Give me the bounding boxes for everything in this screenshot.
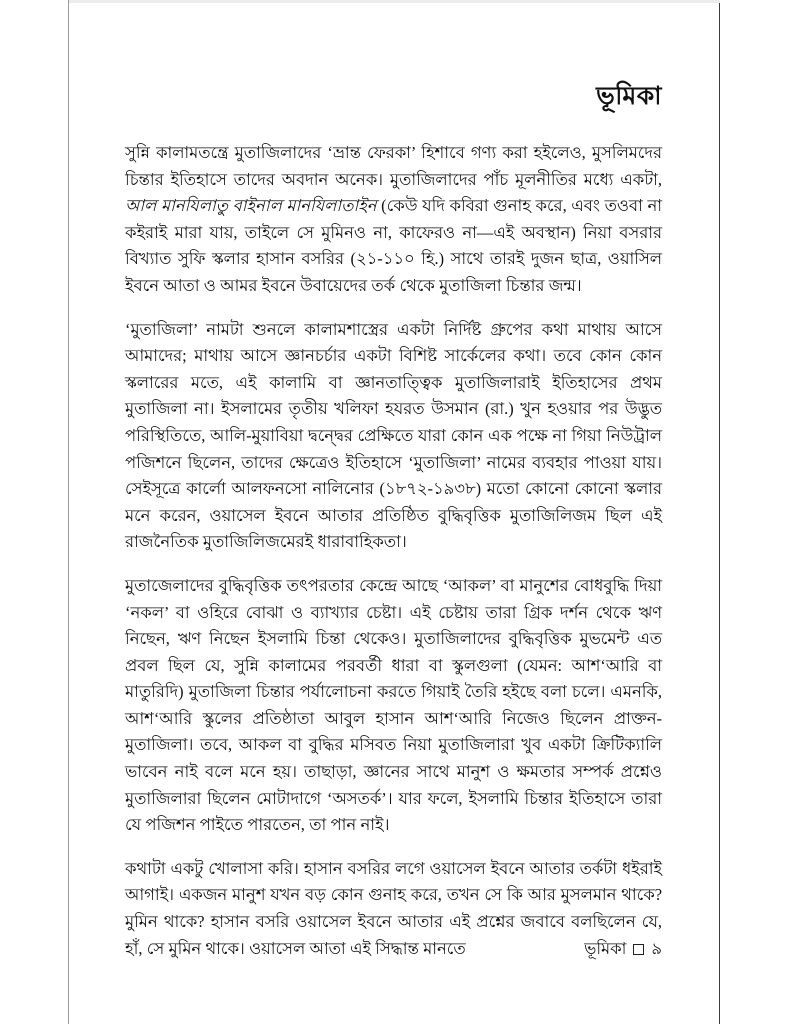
page-footer bbox=[584, 936, 662, 963]
footer-chapter-label: ভূমিকা bbox=[584, 939, 627, 958]
page-content bbox=[125, 0, 662, 1024]
paragraph-1 bbox=[125, 140, 662, 300]
square-bullet-icon bbox=[633, 944, 644, 955]
italic-term: আল মানযিলাতু বাইনাল মানযিলাতাইন bbox=[125, 196, 377, 216]
text-run: (কেউ যদি কবিরা গুনাহ করে, এবং তওবা না কইরাই মারা যায়, তাইলে সে মুমিনও না, কাফেরও না—এই অবস্থান) নিয়া বসরার বিখ্যাত সুফি স্কলার হাসান বসরির (২১-১১০ হি.) সাথে তারই দুজন ছাত্র, ওয়াসিল ইবনে আতা ও আমর ইবনে উবায়েদের তর্ক থেকে মুতাজিলা চিন্তার জন্ম। bbox=[125, 196, 662, 295]
chapter-title: ভূমিকা bbox=[596, 83, 662, 110]
body-text-column bbox=[125, 140, 662, 962]
text-run: মুতাজেলাদের বুদ্ধিবৃত্তিক তৎপরতার কেন্দ্রে আছে ‘আকল’ বা মানুশের বোধবুদ্ধি দিয়া ‘নকল’ বা ওহিরে বোঝা ও ব্যাখ্যার চেষ্টা। এই চেষ্টায় তারা গ্রিক দর্শন থেকে ঋণ নিছেন, ঋণ নিছেন ইসলামি চিন্তা থেকেও। মুতাজিলাদের বুদ্ধিবৃত্তিক মুভমেন্ট এত প্রবল ছিল যে, সুন্নি কালামের পরবর্তী ধারা বা স্কুলগুলা (যেমন: আশ‘আরি বা মাতুরিদি) মুতাজিলা চিন্তার পর্যালোচনা করতে গিয়াই তৈরি হইছে বলা চলে। এমনকি, আশ‘আরি স্কুলের প্রতিষ্ঠাতা আবুল হাসান আশ‘আরি নিজেও ছিলেন প্রাক্তন-মুতাজিলা। তবে, আকল বা বুদ্ধির মসিবত নিয়া মুতাজিলারা খুব একটা ক্রিটিক্যালি ভাবেন নাই বলে মনে হয়। তাছাড়া, জ্ঞানের সাথে মানুশ ও ক্ষমতার সম্পর্ক প্রশ্নেও মুতাজিলারা ছিলেন মোটাদাগে ‘অসতর্ক’। যার ফলে, ইসলামি চিন্তার ইতিহাসে তারা যে পজিশন পাইতে পারতেন, তা পান নাই। bbox=[125, 575, 662, 835]
text-run: ‘মুতাজিলা’ নামটা শুনলে কালামশাস্ত্রের একটা নির্দিষ্ট গ্রুপের কথা মাথায় আসে আমাদের; মাথায় আসে জ্ঞানচর্চার একটা বিশিষ্ট সার্কেলের কথা। তবে কোন কোন স্কলারের মতে, এই কালামি বা জ্ঞানতাত্ত্বিক মুতাজিলারাই ইতিহাসের প্রথম মুতাজিলা না। ইসলামের তৃতীয় খলিফা হযরত উসমান (রা.) খুন হওয়ার পর উদ্ভুত পরিস্থিতিতে, আলি-মুয়াবিয়া দ্বন্দ্বের প্রেক্ষিতে যারা কোন এক পক্ষে না গিয়া নিউট্রাল পজিশনে ছিলেন, তাদের ক্ষেত্রেও ইতিহাসে ‘মুতাজিলা’ নামের ব্যবহার পাওয়া যায়। সেইসূত্রে কার্লো আলফনসো নালিনোর (১৮৭২-১৯৩৮) মতো কোনো কোনো স্কলার মনে করেন, ওয়াসেল ইবনে আতার প্রতিষ্ঠিত বুদ্ধিবৃত্তিক মুতাজিলিজম ছিল এই রাজনৈতিক মুতাজিলিজমেরই ধারাবাহিকতা। bbox=[125, 319, 662, 552]
text-run: কথাটা একটু খোলাসা করি। হাসান বসরির লগে ওয়াসেল ইবনে আতার তর্কটা ধইরাই আগাই। একজন মানুশ যখন বড় কোন গুনাহ করে, তখন সে কি আর মুসলমান থাকে? মুমিন থাকে? হাসান বসরি ওয়াসেল ইবনে আতার এই প্রশ্নের জবাবে বলছিলেন যে, হাঁ, সে মুমিন থাকে। ওয়াসেল আতা এই সিদ্ধান্ত মানতে bbox=[125, 858, 662, 958]
paragraph-3 bbox=[125, 573, 662, 839]
paragraph-2 bbox=[125, 317, 662, 556]
paragraph-4 bbox=[125, 856, 662, 962]
footer-page-number: ৯ bbox=[651, 939, 662, 958]
text-run: সুন্নি কালামতন্ত্রে মুতাজিলাদের ‘ভ্রান্ত ফেরকা’ হিশাবে গণ্য করা হইলেও, মুসলিমদের চিন্তার ইতিহাসে তাদের অবদান অনেক। মুতাজিলাদের পাঁচ মূলনীতির মধ্যে একটা, bbox=[125, 143, 662, 189]
